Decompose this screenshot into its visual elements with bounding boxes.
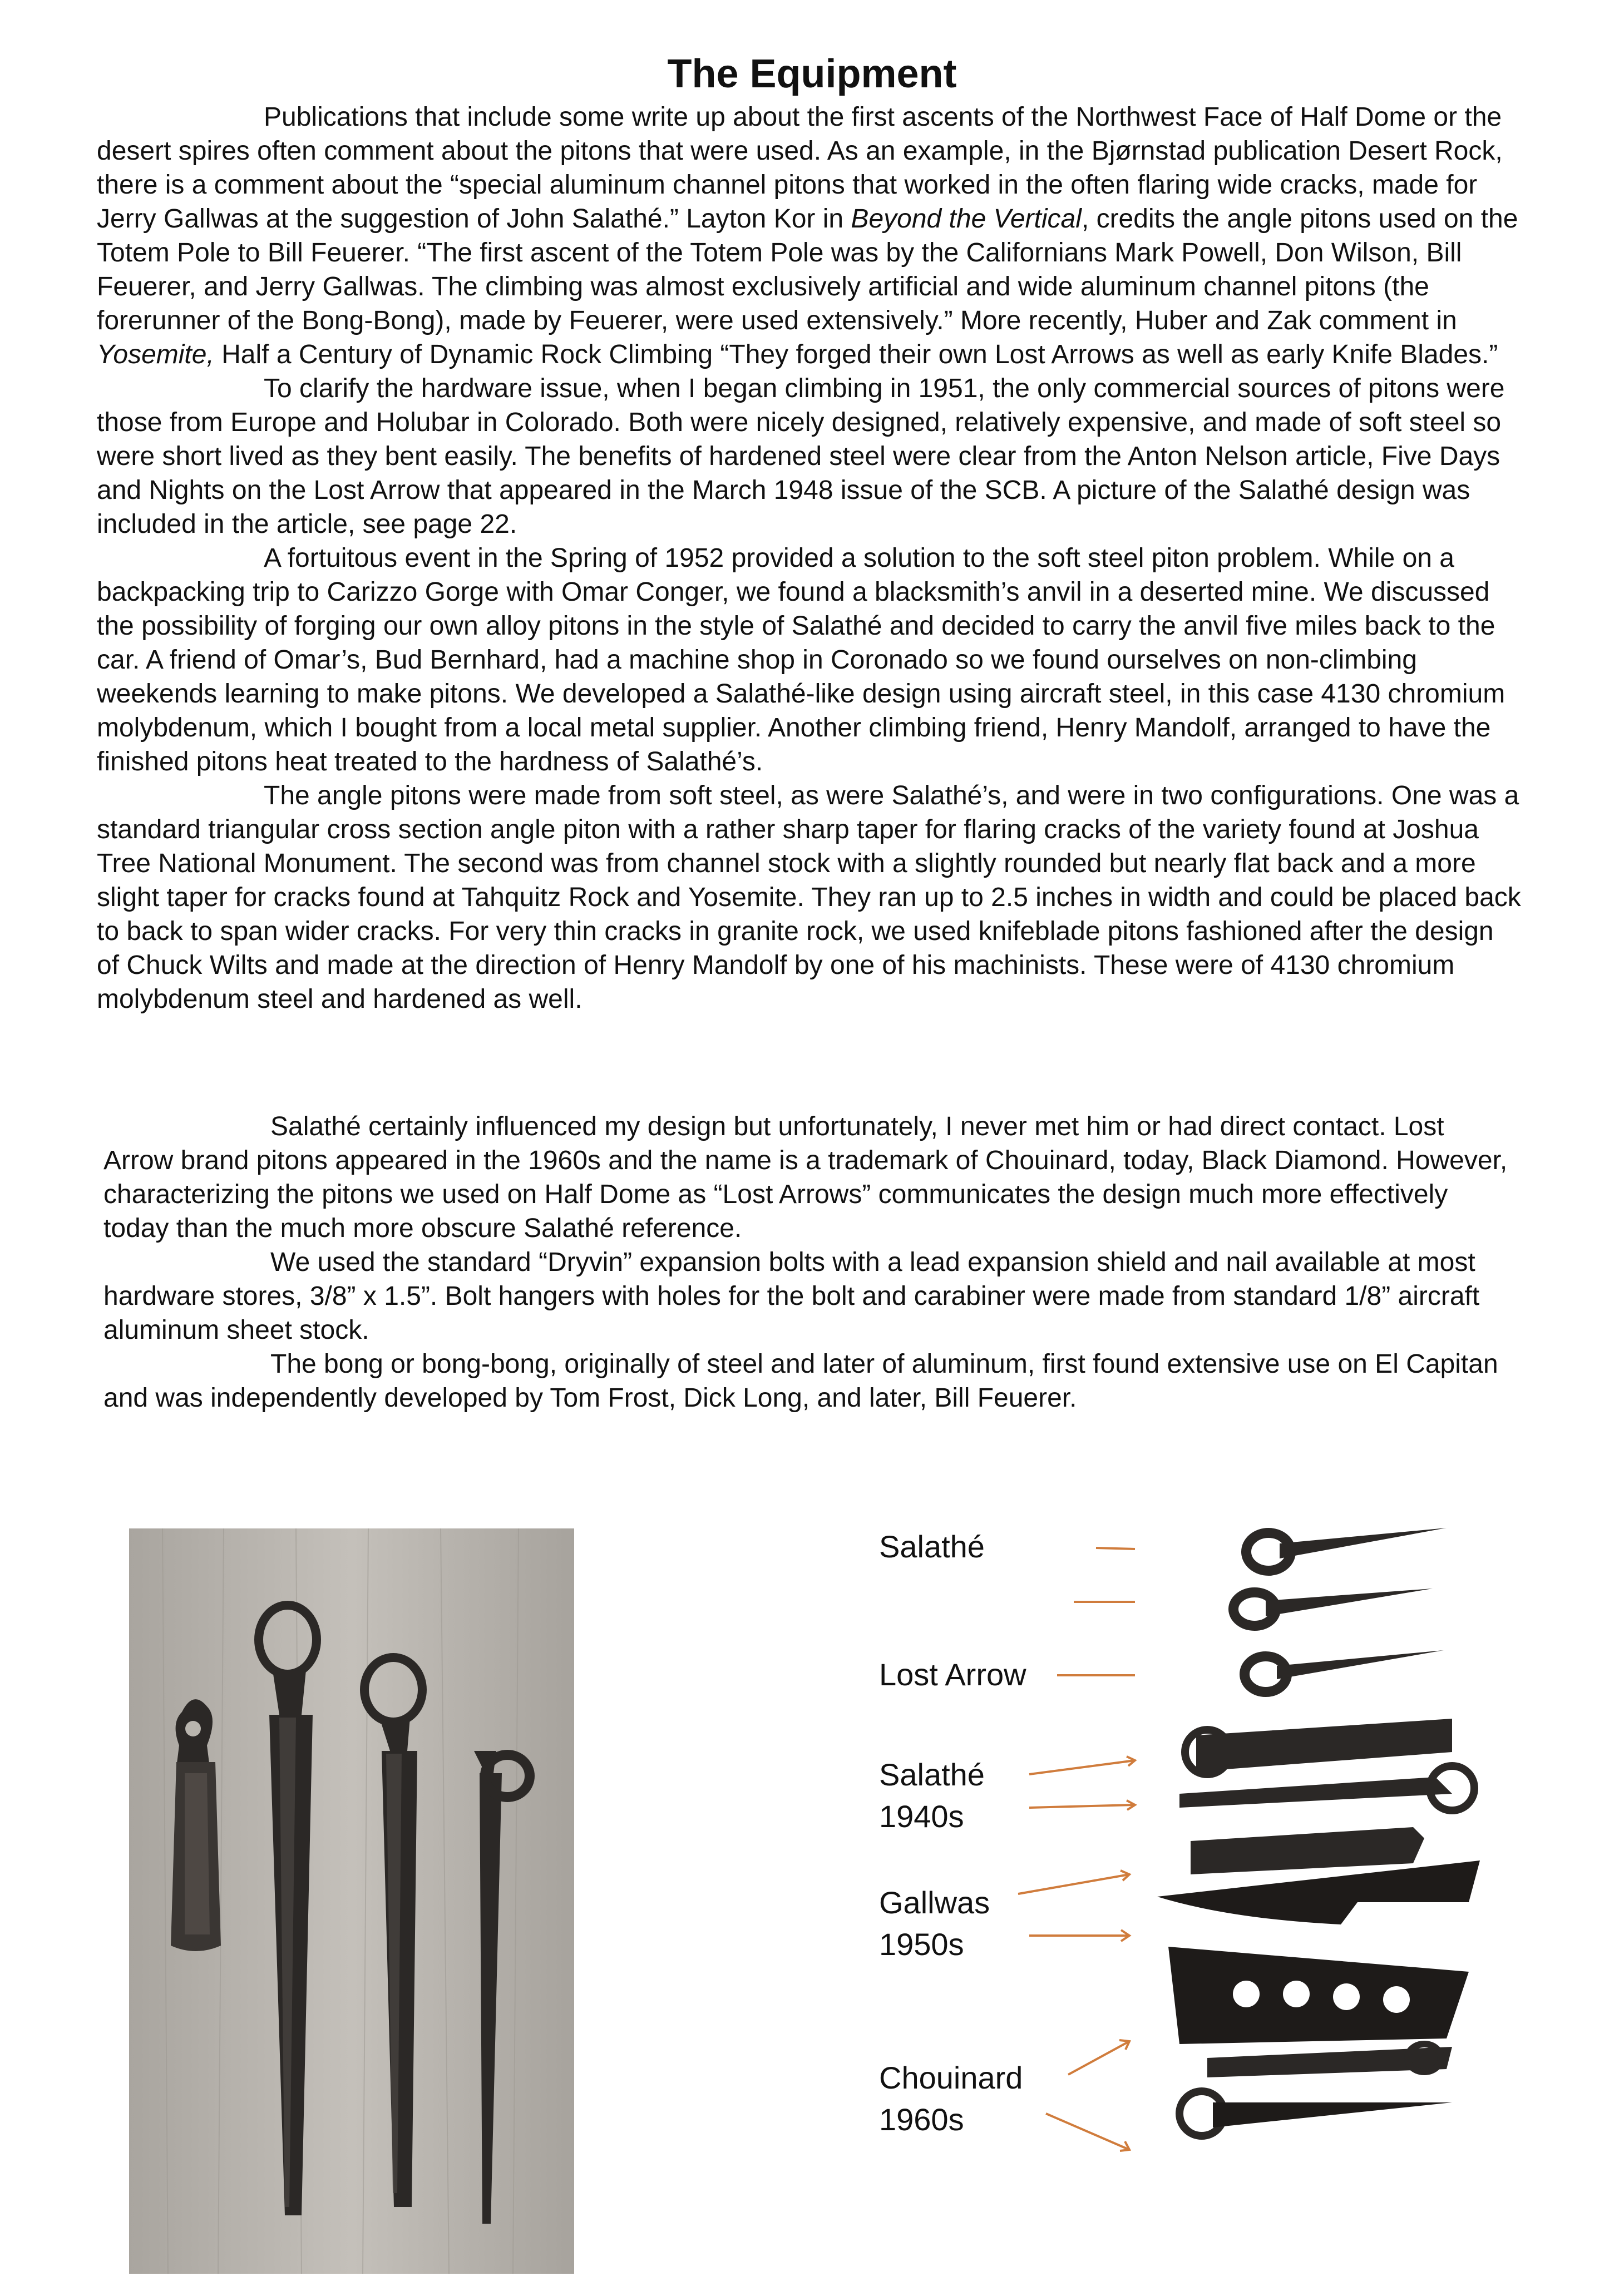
callout-labels [879,1529,1026,2137]
label-chouinard: Chouinard [879,2060,1023,2095]
book-title-italic: Yosemite, [97,340,214,369]
label-chouinard-year: 1960s [879,2102,964,2137]
paragraph-text: Publications that include some write up about the first ascents of the Northwest Face of Half Dome or the desert spires often comment about the pitons that were used. As an example, in the Bjørnstad publication Desert Rock, there is a comment about the “special aluminum channel pitons that worked in the often flaring wide cracks, made for Jerry Gallwas at the suggestion of John Salathé.” Layton Kor in [97,102,1503,234]
arrow-icon [1068,2041,1129,2075]
salathe-ring-piton-icon [1179,1766,1474,1810]
paragraph-salathe-influence: Salathé certainly influenced my design but unfortunately, I never met him or had direct contact. Lost Arrow brand pitons appeared in the 1960s and the name is a trademark of Chouinard, today, Black Diamond. However, characterizing the pitons we used on Half Dome as “Lost Arrows” communicates the design much more effectively today than the much more obscure Salathé reference. [103,1112,1508,1243]
book-title-italic: Beyond the Vertical [851,204,1082,234]
paragraph-angle-pitons: The angle pitons were made from soft steel, as were Salathé’s, and were in two configurations. One was a standard triangular cross section angle piton with a rather sharp taper for flaring cracks of the variety found at Joshua Tree National Monument. The second was from channel stock with a slightly rounded but nearly flat back and a more slight taper for cracks found at Tahquitz Rock and Yosemite. They ran up to 2.5 inches in width and could be placed back to back to span wider cracks. For very thin cracks in granite rock, we used knifeblade pitons fashioned after the design of Chuck Wilts and made at the direction of Henry Mandolf by one of his machinists. These were of 4130 chromium molybdenum steel and hardened as well. [97,781,1521,1014]
salathe-piton-icon [1233,1589,1433,1626]
label-gallwas: Gallwas [879,1885,990,1920]
label-lost-arrow: Lost Arrow [879,1657,1026,1692]
paragraph-text: Half a Century of Dynamic Rock Climbing “They forged their own Lost Arrows as well as early Knife Blades.” [214,340,1498,369]
arrow-icon [1029,1805,1135,1808]
label-salathe-1940s-year: 1940s [879,1799,964,1834]
label-salathe: Salathé [879,1529,985,1564]
page-title: The Equipment [667,52,957,96]
arrow-icon [1018,1874,1129,1894]
gallwas-angle-piton-icon [1191,1827,1424,1874]
arrow-icon [1029,1760,1135,1774]
callout-arrows [1018,1548,1135,2151]
paragraph-bong-bong: The bong or bong-bong, originally of steel and later of aluminum, first found extensive use on El Capitan and was independently developed by Tom Frost, Dick Long, and later, Bill Feuerer. [103,1349,1498,1413]
chouinard-piton-icon [1207,2044,1452,2077]
paragraph-fortuitous-event: A fortuitous event in the Spring of 1952 provided a solution to the soft steel piton problem. While on a backpacking trip to Carizzo Gorge with Omar Conger, we found a blacksmith’s anvil in a deserted mine. We discussed the possibility of forging our own alloy pitons in the style of Salathé and decided to carry the anvil five miles back to the car. A friend of Omar’s, Bud Bernhard, had a machine shop in Coronado so we found ourselves on non-climbing weekends learning to make pitons. We developed a Salathé-like design using aircraft steel, in this case 4130 chromium molybdenum, which I bought from a local metal supplier. Another climbing friend, Henry Mandolf, arranged to have the finished pitons heat treated to the hardness of Salathé’s. [97,543,1505,776]
lost-arrow-piton-icon [1245,1650,1444,1692]
chouinard-bong-icon [1168,1947,1469,2044]
salathe-piton-icon [1246,1528,1447,1571]
paragraph-text: , credits the angle pitons used on the Totem Pole to Bill Feuerer. “The first ascent of the Totem Pole was by the Californians Mark Powell, Don Wilson, Bill Feuerer, and Jerry Gallwas. The climbing was almost exclusively artificial and wide aluminum channel pitons (the forerunner of the Bong-Bong), made by Feuerer, were used extensively.” More recently, Huber and Zak comment in [97,204,1518,335]
paragraph-hardware-issue: To clarify the hardware issue, when I began climbing in 1951, the only commercial sources of pitons were those from Europe and Holubar in Colorado. Both were nicely designed, relatively expensive, and made of soft steel so were short lived as they bent easily. The benefits of hardened steel were clear from the Anton Nelson article, Five Days and Nights on the Lost Arrow that appeared in the March 1948 issue of the SCB. A picture of the Salathé design was included in the article, see page 22. [97,374,1505,539]
arrow-icon [1046,2114,1129,2150]
piton-images [1157,1528,1480,2136]
paragraph-dryvin-bolts: We used the standard “Dryvin” expansion bolts with a lead expansion shield and nail available at most hardware stores, 3/8” x 1.5”. Bolt hangers with holes for the bolt and carabiner were made from standard 1/8” aircraft aluminum sheet stock. [103,1248,1480,1345]
salathe-ring-piton-icon [1185,1719,1452,1774]
arrow-icon [1096,1548,1135,1549]
label-gallwas-year: 1950s [879,1927,964,1962]
label-salathe-1940s: Salathé [879,1757,985,1792]
chouinard-ring-piton-icon [1179,2091,1452,2136]
